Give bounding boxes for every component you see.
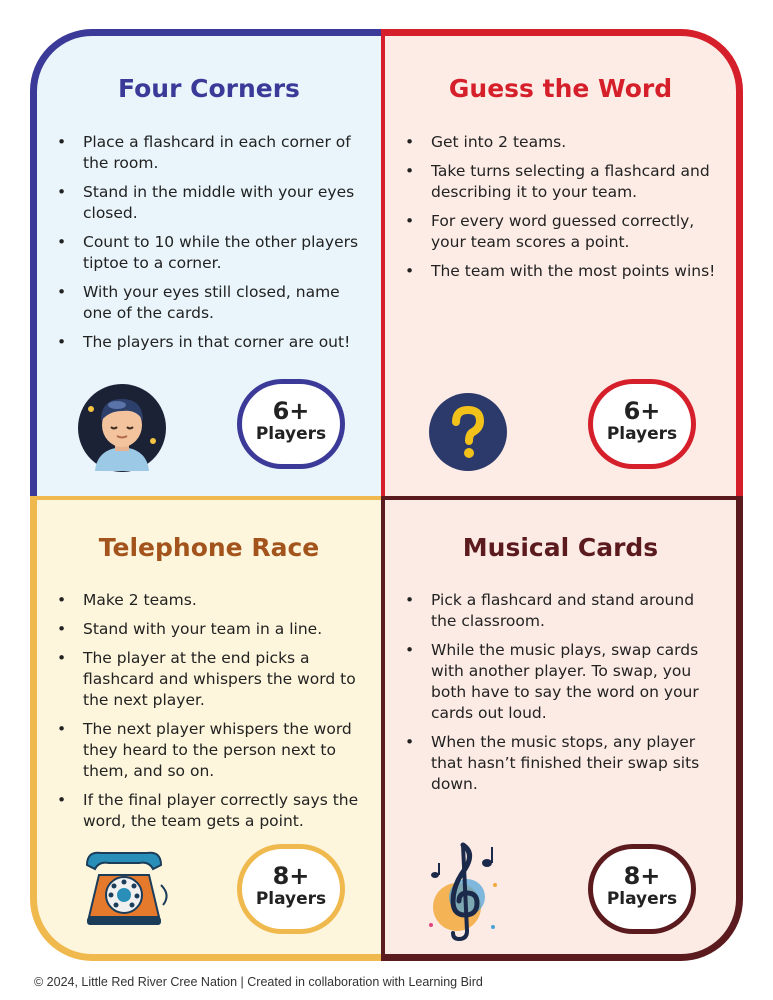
- rotary-telephone-icon: [77, 845, 172, 930]
- players-badge: [588, 379, 696, 469]
- rule-item: • Make 2 teams.: [57, 590, 375, 611]
- players-count: 8+: [272, 862, 310, 890]
- rule-item: • Stand in the middle with your eyes closed.: [57, 182, 367, 224]
- rule-item: • The team with the most points wins!: [405, 261, 723, 282]
- rule-item: • The player at the end picks a flashcard and whispers the word to the next player.: [57, 648, 375, 711]
- rule-item: • Take turns selecting a flashcard and describing it to your team.: [405, 161, 723, 203]
- card-title: Telephone Race: [98, 533, 320, 562]
- rule-item: • While the music plays, swap cards with another player. To swap, you both have to say the word on your cards out loud.: [405, 640, 723, 724]
- players-badge: [588, 844, 696, 934]
- rules-list: [57, 590, 375, 840]
- card-title: Guess the Word: [448, 74, 673, 103]
- players-label: Players: [606, 889, 678, 909]
- closed-eyes-boy-icon: [77, 383, 167, 473]
- players-count: 6+: [272, 397, 310, 425]
- card-musical-cards: [381, 496, 743, 961]
- players-badge: [237, 844, 345, 934]
- players-label: Players: [606, 424, 678, 444]
- players-count: 6+: [623, 397, 661, 425]
- card-guess-the-word: [381, 29, 743, 499]
- rule-item: • For every word guessed correctly, your team scores a point.: [405, 211, 723, 253]
- rules-list: [405, 132, 723, 290]
- card-four-corners: [30, 29, 384, 499]
- rule-item: • Get into 2 teams.: [405, 132, 723, 153]
- players-label: Players: [255, 889, 327, 909]
- question-mark-icon: [428, 392, 508, 472]
- rule-item: • The next player whispers the word they heard to the person next to them, and so on.: [57, 719, 375, 782]
- rule-item: • With your eyes still closed, name one of the cards.: [57, 282, 367, 324]
- players-label: Players: [255, 424, 327, 444]
- players-count: 8+: [623, 862, 661, 890]
- copyright-footer: © 2024, Little Red River Cree Nation | Created in collaboration with Learning Bird: [34, 975, 483, 989]
- players-badge: [237, 379, 345, 469]
- treble-clef-music-icon: [423, 835, 503, 945]
- card-title: Musical Cards: [462, 533, 659, 562]
- card-telephone-race: [30, 496, 384, 961]
- rules-list: [405, 590, 723, 803]
- rule-item: • Count to 10 while the other players tiptoe to a corner.: [57, 232, 367, 274]
- rule-item: • When the music stops, any player that hasn’t finished their swap sits down.: [405, 732, 723, 795]
- rule-item: • If the final player correctly says the word, the team gets a point.: [57, 790, 375, 832]
- rule-item: • The players in that corner are out!: [57, 332, 367, 353]
- rule-item: • Pick a flashcard and stand around the classroom.: [405, 590, 723, 632]
- rules-list: [57, 132, 367, 361]
- card-title: Four Corners: [118, 74, 300, 103]
- rule-item: • Place a flashcard in each corner of the room.: [57, 132, 367, 174]
- rule-item: • Stand with your team in a line.: [57, 619, 375, 640]
